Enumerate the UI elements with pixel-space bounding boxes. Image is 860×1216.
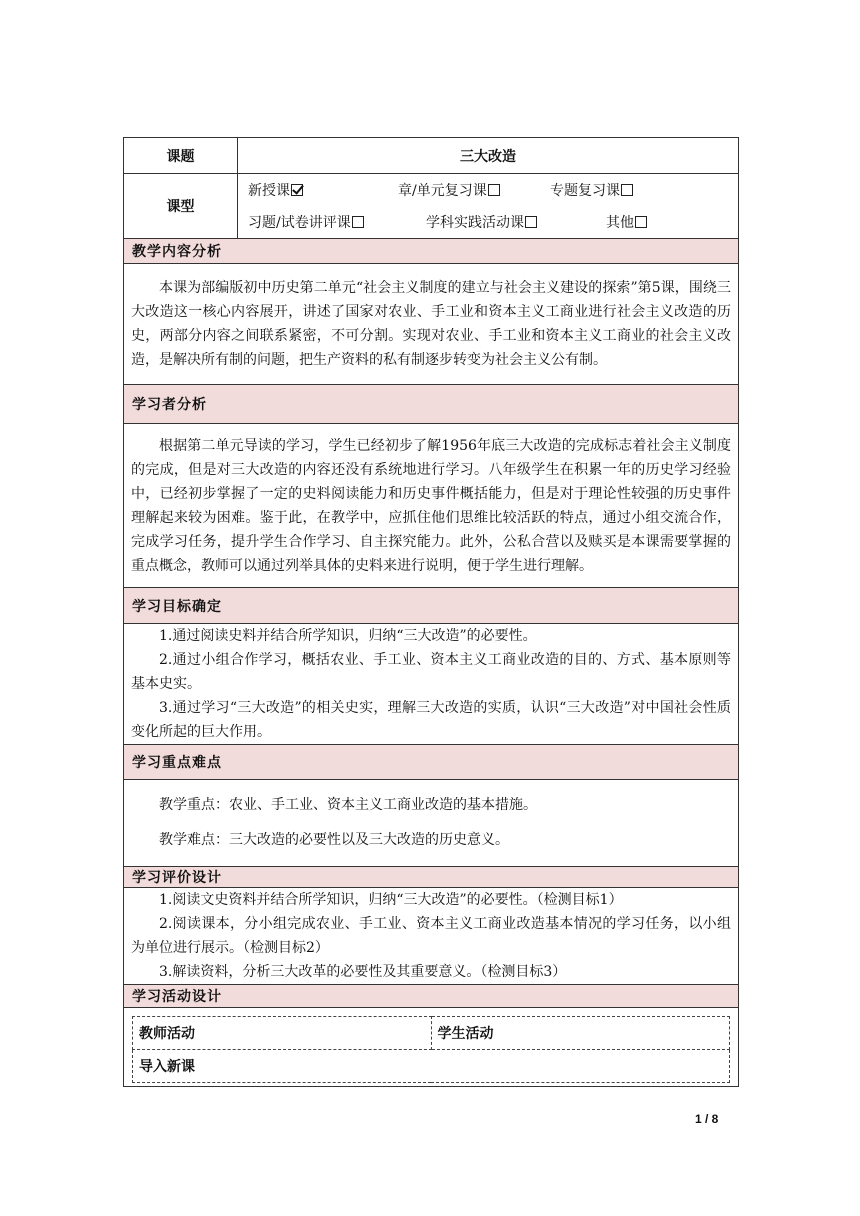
learner-analysis-cell bbox=[124, 424, 739, 588]
type-option-practice[interactable] bbox=[426, 212, 606, 232]
type-option-label: 新授课 bbox=[248, 183, 290, 199]
checkbox-icon[interactable] bbox=[352, 216, 364, 228]
type-option-label: 习题/试卷讲评课 bbox=[248, 215, 351, 231]
key-points-body-row bbox=[124, 780, 739, 867]
objectives-heading: 学习目标确定 bbox=[124, 588, 739, 624]
activities-stage-row bbox=[133, 1050, 730, 1083]
checkbox-icon[interactable] bbox=[621, 184, 633, 196]
evaluation-cell bbox=[124, 888, 739, 985]
activities-head-row bbox=[124, 985, 739, 1008]
content-analysis-text: 本课为部编版初中历史第二单元“社会主义制度的建立与社会主义建设的探索”第5课，围绕三大改造这一核心内容展开，讲述了国家对农业、手工业和资本主义工商业进行社会主义改造的历史，两部分内容之间联系紧密，不可分割。实现对农业、手工业和资本主义工商业的社会主义改造，是解决所有制的问题，把生产资料的私有制逐步转变为社会主义公有制。 bbox=[131, 280, 731, 368]
key-points-heading: 学习重点难点 bbox=[124, 745, 739, 780]
teaching-difficulty: 教学难点：三大改造的必要性以及三大改造的历史意义。 bbox=[159, 832, 509, 848]
stage-intro: 导入新课 bbox=[133, 1050, 730, 1083]
teacher-activity-header: 教师活动 bbox=[133, 1017, 432, 1050]
type-option-exercise-review[interactable] bbox=[248, 212, 426, 232]
topic-value: 三大改造 bbox=[238, 138, 739, 174]
content-analysis-head-row bbox=[124, 239, 739, 264]
lesson-type-label: 课型 bbox=[124, 174, 238, 239]
checkbox-icon[interactable] bbox=[488, 184, 500, 196]
evaluation-item: 1.阅读文史资料并结合所学知识，归纳“三大改造”的必要性。（检测目标1） bbox=[159, 892, 623, 908]
type-option-label: 专题复习课 bbox=[550, 183, 620, 199]
page-number: 1 / 8 bbox=[695, 1112, 719, 1126]
objectives-body-row bbox=[124, 624, 739, 745]
type-option-unit-review[interactable] bbox=[398, 180, 550, 200]
learner-analysis-head-row bbox=[124, 385, 739, 424]
evaluation-heading: 学习评价设计 bbox=[124, 867, 739, 888]
topic-label: 课题 bbox=[124, 138, 238, 174]
lesson-type-options bbox=[238, 174, 739, 239]
learner-analysis-body-row bbox=[124, 424, 739, 588]
evaluation-body-row bbox=[124, 888, 739, 985]
learner-analysis-heading: 学习者分析 bbox=[124, 385, 739, 424]
checked-checkbox-icon[interactable] bbox=[291, 184, 303, 196]
objective-item: 2.通过小组合作学习，概括农业、手工业、资本主义工商业改造的目的、方式、基本原则等基本史实。 bbox=[131, 652, 731, 692]
type-option-topic-review[interactable] bbox=[550, 180, 633, 200]
content-analysis-heading: 教学内容分析 bbox=[124, 239, 739, 264]
evaluation-item: 3.解读资料，分析三大改革的必要性及其重要意义。（检测目标3） bbox=[159, 964, 567, 980]
type-option-label: 学科实践活动课 bbox=[426, 215, 524, 231]
type-option-label: 其他 bbox=[606, 215, 634, 231]
content-analysis-cell bbox=[124, 264, 739, 385]
checkbox-icon[interactable] bbox=[635, 216, 647, 228]
type-option-other[interactable] bbox=[606, 212, 647, 232]
learner-analysis-text: 根据第二单元导读的学习，学生已经初步了解1956年底三大改造的完成标志着社会主义制度的完成，但是对三大改造的内容还没有系统地进行学习。八年级学生在积累一年的历史学习经验中，已经初步掌握了一定的史料阅读能力和历史事件概括能力，但是对于理论性较强的历史事件理解起来较为困难。鉴于此，在教学中，应抓住他们思维比较活跃的特点，通过小组交流合作，完成学习任务，提升学生合作学习、自主探究能力。此外，公私合营以及赎买是本课需要掌握的重点概念，教师可以通过列举具体的史料来进行说明，便于学生进行理解。 bbox=[131, 437, 731, 574]
objectives-cell bbox=[124, 624, 739, 745]
objective-item: 3.通过学习“三大改造”的相关史实，理解三大改造的实质，认识“三大改造”对中国社会性质变化所起的巨大作用。 bbox=[131, 700, 731, 740]
activities-heading: 学习活动设计 bbox=[124, 985, 739, 1008]
lesson-plan-table bbox=[123, 137, 739, 1087]
type-option-label: 章/单元复习课 bbox=[398, 183, 487, 199]
activities-table bbox=[132, 1016, 730, 1083]
type-option-new[interactable] bbox=[248, 180, 398, 200]
objective-item: 1.通过阅读史料并结合所学知识，归纳“三大改造”的必要性。 bbox=[159, 628, 537, 644]
lesson-type-row bbox=[124, 174, 739, 239]
evaluation-head-row bbox=[124, 867, 739, 888]
activities-body-row bbox=[124, 1008, 739, 1087]
teaching-focus: 教学重点：农业、手工业、资本主义工商业改造的基本措施。 bbox=[159, 797, 537, 813]
lesson-type-row-2 bbox=[248, 206, 738, 238]
key-points-head-row bbox=[124, 745, 739, 780]
content-analysis-body-row bbox=[124, 264, 739, 385]
lesson-plan-sheet bbox=[123, 137, 738, 1087]
student-activity-header: 学生活动 bbox=[431, 1017, 730, 1050]
evaluation-item: 2.阅读课本，分小组完成农业、手工业、资本主义工商业改造基本情况的学习任务，以小组为单位进行展示。（检测目标2） bbox=[131, 916, 731, 956]
objectives-head-row bbox=[124, 588, 739, 624]
checkbox-icon[interactable] bbox=[525, 216, 537, 228]
topic-row bbox=[124, 138, 739, 174]
key-points-cell bbox=[124, 780, 739, 867]
activities-cell bbox=[124, 1008, 739, 1087]
activities-header-row bbox=[133, 1017, 730, 1050]
lesson-type-row-1 bbox=[248, 174, 738, 206]
